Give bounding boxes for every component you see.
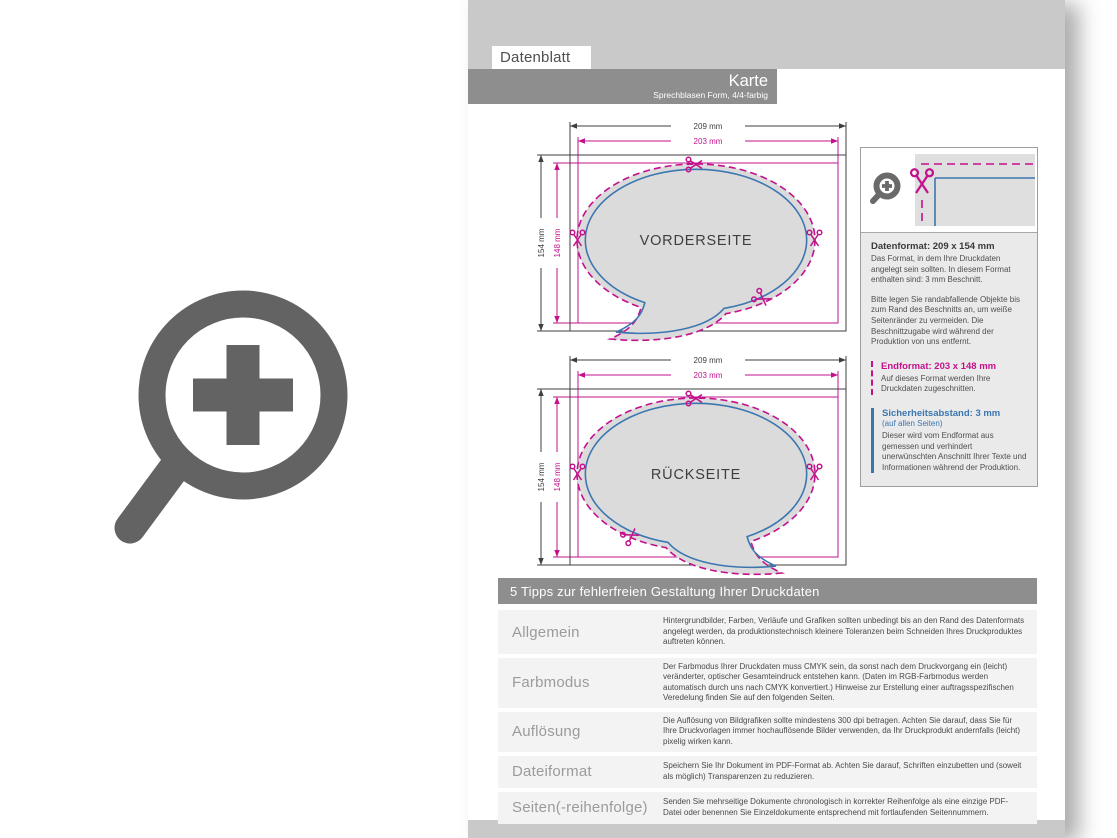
dim-height-end: 148 mm — [553, 462, 562, 492]
endformat-title: Endformat: 203 x 148 mm — [881, 360, 997, 372]
plus-icon — [193, 345, 293, 445]
format-info-text — [861, 232, 1037, 486]
speech-bubble-front — [577, 164, 815, 340]
front-label: VORDERSEITE — [639, 233, 753, 249]
table-row — [498, 792, 1037, 824]
datenformat-title: Datenformat: 209 x 154 mm — [871, 241, 995, 252]
datasheet-page — [468, 0, 1065, 838]
dim-width-end: 203 mm — [693, 137, 723, 146]
tip-text: Der Farbmodus Ihrer Druckdaten muss CMYK sein, da sonst nach dem Druckvorgang ein (leicht) veränderter, optischer Gesamteindruck entstehen kann. (Daten im RGB-Farbmodus werden automatisch durch uns nach CMYK konvertiert.) Hinweise zur Erstellung einer auftragsspezifischen Veredelung finden Sie auf den folgenden Seiten. — [663, 662, 1014, 703]
dim-width-data: 209 mm — [693, 356, 723, 365]
tips-table — [498, 610, 1037, 828]
card-corner — [915, 154, 1035, 226]
page-title: Karte — [728, 72, 768, 90]
endformat-text: Auf dieses Format werden Ihre Druckdaten zugeschnitten. — [881, 373, 991, 394]
dim-height-data: 154 mm — [537, 228, 546, 258]
tip-label: Auflösung — [512, 723, 581, 741]
datenformat-text2: Bitte legen Sie randabfallende Objekte bis zum Rand des Beschnitts an, um weiße Seitenränder zu vermeiden. Die Beschnittzugabe wird während der Produktion von uns entfernt. — [871, 294, 1020, 347]
tip-text: Senden Sie mehrseitige Dokumente chronologisch in korrekter Reihenfolge als eine einzige PDF-Datei oder benennen Sie Einzeldokumente entsprechend mit fortlaufenden Seitennummern. — [663, 797, 1009, 817]
table-row — [498, 712, 1037, 752]
bleed-corner-illustration — [861, 148, 1037, 232]
table-row — [498, 610, 1037, 654]
datenblatt-label: Datenblatt — [500, 49, 571, 66]
tips-header: 5 Tipps zur fehlerfreien Gestaltung Ihrer Druckdaten — [498, 578, 1037, 604]
datenblatt-tab — [492, 46, 591, 69]
dim-height-data: 154 mm — [537, 462, 546, 492]
tip-label: Farbmodus — [512, 674, 590, 692]
back-diagram — [520, 349, 850, 577]
title-bar — [468, 69, 777, 104]
endformat-block — [871, 361, 1027, 395]
sicherheit-title: Sicherheitsabstand: 3 mm — [882, 407, 1001, 419]
table-row — [498, 756, 1037, 788]
sicherheit-text: Dieser wird vom Endformat aus gemessen und verhindert unerwünschten Anschnitt Ihrer Texte und Informationen während der Produktion. — [882, 430, 1027, 472]
sicherheitsabstand-block — [871, 408, 1027, 473]
format-info-box — [860, 147, 1038, 487]
back-label: RÜCKSEITE — [650, 467, 742, 483]
zoom-in-icon — [873, 176, 898, 202]
tip-text: Hintergrundbilder, Farben, Verläufe und Grafiken sollten unbedingt bis an den Rand des Datenformats angelegt werden, da produktionstechnisch kleinere Toleranzen beim Schneiden Ihres Druckproduktes auftreten können. — [663, 616, 1025, 647]
tip-label: Allgemein — [512, 623, 580, 641]
magnifier-handle — [130, 463, 178, 528]
datenformat-text: Das Format, in dem Ihre Druckdaten angelegt sein sollten. In diesem Format enthalten sind: 3 mm Beschnitt. — [871, 254, 1011, 285]
tip-text: Die Auflösung von Bildgrafiken sollte mindestens 300 dpi betragen. Achten Sie darauf, dass Sie für Ihre Druckvorlagen immer hochauflösende Bilder verwenden, da Ihr Druckprodukt andernfalls (leicht) pixelig wirken kann. — [663, 716, 1021, 746]
tip-label: Seiten(-reihenfolge) — [512, 799, 648, 817]
table-row — [498, 658, 1037, 708]
tip-label: Dateiformat — [512, 763, 592, 781]
sicherheit-note: (auf allen Seiten) — [882, 418, 943, 428]
page-subtitle: Sprechblasen Form, 4/4-farbig — [653, 90, 768, 100]
tip-text: Speichern Sie Ihr Dokument im PDF-Format ab. Achten Sie darauf, Schriften einzubetten und (soweit als möglich) Transparenzen zu reduzieren. — [663, 761, 1022, 781]
zoom-in-icon — [98, 260, 388, 560]
speech-bubble-back — [577, 398, 815, 574]
dim-height-end: 148 mm — [553, 228, 562, 258]
dim-width-end: 203 mm — [693, 371, 723, 380]
front-diagram — [520, 115, 850, 343]
dim-width-data: 209 mm — [693, 122, 723, 131]
